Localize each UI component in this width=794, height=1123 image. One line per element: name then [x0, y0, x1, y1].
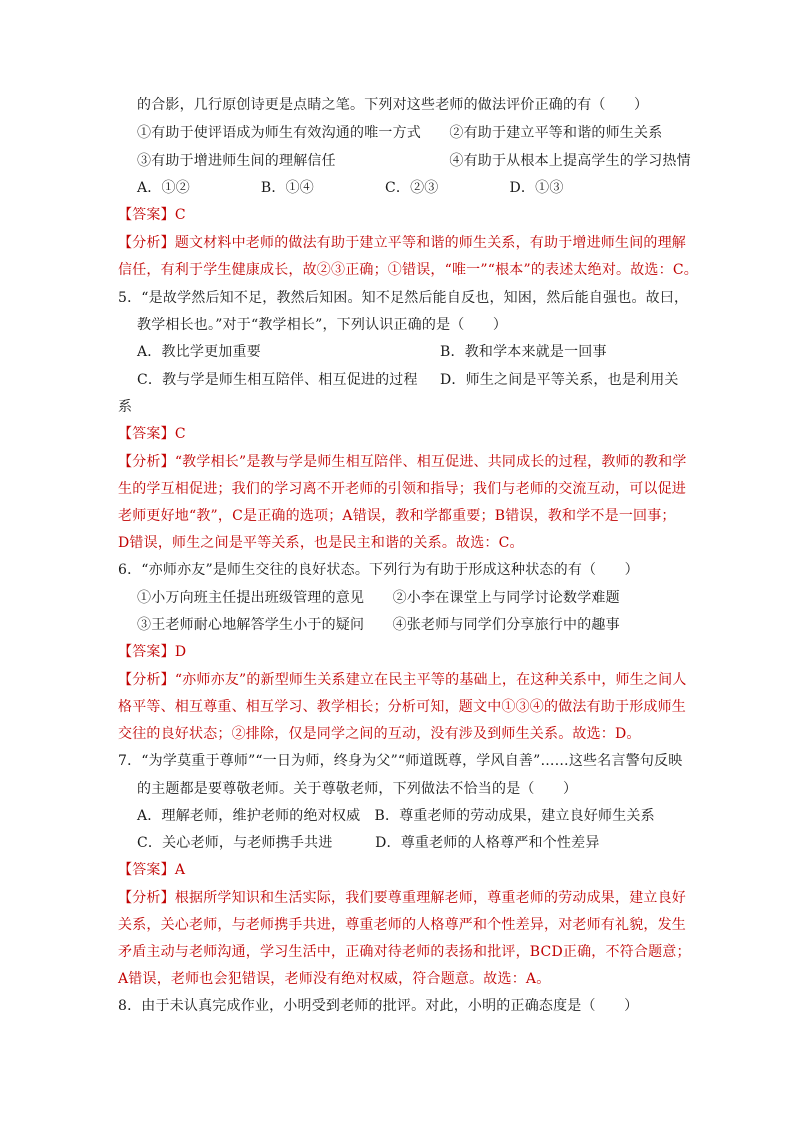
- q7-options-a-b: A．理解老师，维护老师的绝对权威 B．尊重老师的劳动成果，建立良好师生关系: [137, 808, 655, 824]
- answer-tag: 【答案】: [118, 862, 175, 878]
- answer-value: D: [174, 644, 187, 660]
- q7-options-c-d: C．关心老师，与老师携手共进 D．尊重老师的人格尊严和个性差异: [137, 835, 600, 851]
- q5-option-a: A．教比学更加重要: [137, 344, 261, 360]
- q6-analysis-line-2: 格平等、相互尊重、相互学习、教学相长；分析可知，题文中①③④的做法有助于形成师生: [118, 699, 686, 715]
- analysis-tag: 【分析】: [118, 672, 175, 688]
- q4-options-3-4: ③有助于增进师生间的理解信任 ④有助于从根本上提高学生的学习热情: [137, 153, 691, 169]
- q6-options-1-2: ①小万向班主任提出班级管理的意见 ②小李在课堂上与同学讨论数学难题: [137, 590, 620, 606]
- q4-choices: A．①② B．①④ C．②③ D．①③: [137, 180, 564, 196]
- q5-stem-line-1: 5．“是故学然后知不足，教然后知困。知不足然后能自反也，知困，然后能自强也。故曰，: [118, 290, 689, 306]
- q5-analysis-line-3: 老师更好地“教”，C是正确的选项；A错误，教和学都重要；B错误，教和学不是一回事；: [118, 508, 676, 524]
- q4-analysis-line-2: 信任，有利于学生健康成长，故②③正确；①错误，“唯一”“根本”的表述太绝对。故选：C。: [118, 262, 698, 278]
- analysis-text: “亦师亦友”的新型师生关系建立在民主平等的基础上，在这种关系中，师生之间人: [174, 672, 687, 688]
- q7-analysis-line-1: [118, 888, 686, 908]
- q6-stem: 6．“亦师亦友”是师生交往的良好状态。下列行为有助于形成这种状态的有（ ）: [118, 562, 639, 578]
- answer-value: A: [174, 862, 186, 878]
- q7-analysis-line-3: 矛盾主动与老师沟通，学习生活中，正确对待老师的表扬和批评，BCD正确，不符合题意；: [118, 944, 691, 960]
- answer-tag: 【答案】: [118, 426, 175, 442]
- q4-analysis-line-1: [118, 233, 686, 253]
- q5-option-c: C．教与学是师生相互陪伴、相互促进的过程: [137, 372, 418, 388]
- analysis-text: “教学相长”是教与学是师生相互陪伴、相互促进、共同成长的过程，教师的教和学: [174, 454, 687, 470]
- q7-analysis-line-4: A错误，老师也会犯错误，老师没有绝对权威，符合题意。故选：A。: [118, 971, 551, 987]
- q6-analysis-line-1: [118, 670, 687, 690]
- analysis-tag: 【分析】: [118, 890, 175, 906]
- analysis-tag: 【分析】: [118, 454, 175, 470]
- analysis-text: 根据所学知识和生活实际，我们要尊重理解老师，尊重老师的劳动成果，建立良好: [174, 890, 687, 906]
- q7-stem-line-2: 的主题都是要尊敬老师。关于尊敬老师，下列做法不恰当的是（ ）: [137, 781, 578, 797]
- answer-value: C: [174, 207, 186, 223]
- q7-answer: [118, 860, 185, 880]
- q5-analysis-line-2: 生的学互相促进；我们的学习离不开老师的引领和指导；我们与老师的交流互动，可以促进: [118, 481, 686, 497]
- q6-options-3-4: ③王老师耐心地解答学生小于的疑问 ④张老师与同学们分享旅行中的趣事: [137, 617, 620, 633]
- q7-stem-line-1: 7．“为学莫重于尊师”“一日为师，终身为父”“师道既尊，学风自善”……这些名言警句反映: [118, 753, 683, 769]
- q5-option-d-wrap: 系: [118, 399, 133, 415]
- q7-analysis-line-2: 关系，关心老师，与老师携手共进，尊重老师的人格尊严和个性差异，对老师有礼貌，发生: [118, 917, 686, 933]
- q6-analysis-line-3: 交往的良好状态；②排除，仅是同学之间的互动，没有涉及到师生关系。故选：D。: [118, 726, 641, 742]
- q5-analysis-line-1: [118, 452, 687, 472]
- q4-stem: 的合影，几行原创诗更是点睛之笔。下列对这些老师的做法评价正确的有（ ）: [137, 97, 649, 113]
- q4-answer: [118, 205, 186, 225]
- q4-options-1-2: ①有助于使评语成为师生有效沟通的唯一方式 ②有助于建立平等和谐的师生关系: [137, 125, 663, 141]
- q5-option-d: D．师生之间是平等关系，也是利用关: [440, 372, 679, 388]
- q5-analysis-line-4: D错误，师生之间是平等关系，也是民主和谐的关系。故选：C。: [118, 535, 524, 551]
- answer-tag: 【答案】: [118, 644, 175, 660]
- q5-option-b: B．教和学本来就是一回事: [440, 344, 607, 360]
- answer-tag: 【答案】: [118, 207, 175, 223]
- q8-stem: 8．由于未认真完成作业，小明受到老师的批评。对此，小明的正确态度是（ ）: [118, 998, 639, 1014]
- analysis-text: 题文材料中老师的做法有助于建立平等和谐的师生关系，有助于增进师生间的理解: [174, 235, 687, 251]
- q6-answer: [118, 642, 186, 662]
- analysis-tag: 【分析】: [118, 235, 175, 251]
- q5-stem-line-2: 教学相长也。”对于“教学相长”，下列认识正确的是（ ）: [137, 317, 508, 333]
- q5-answer: [118, 424, 186, 444]
- answer-value: C: [174, 426, 186, 442]
